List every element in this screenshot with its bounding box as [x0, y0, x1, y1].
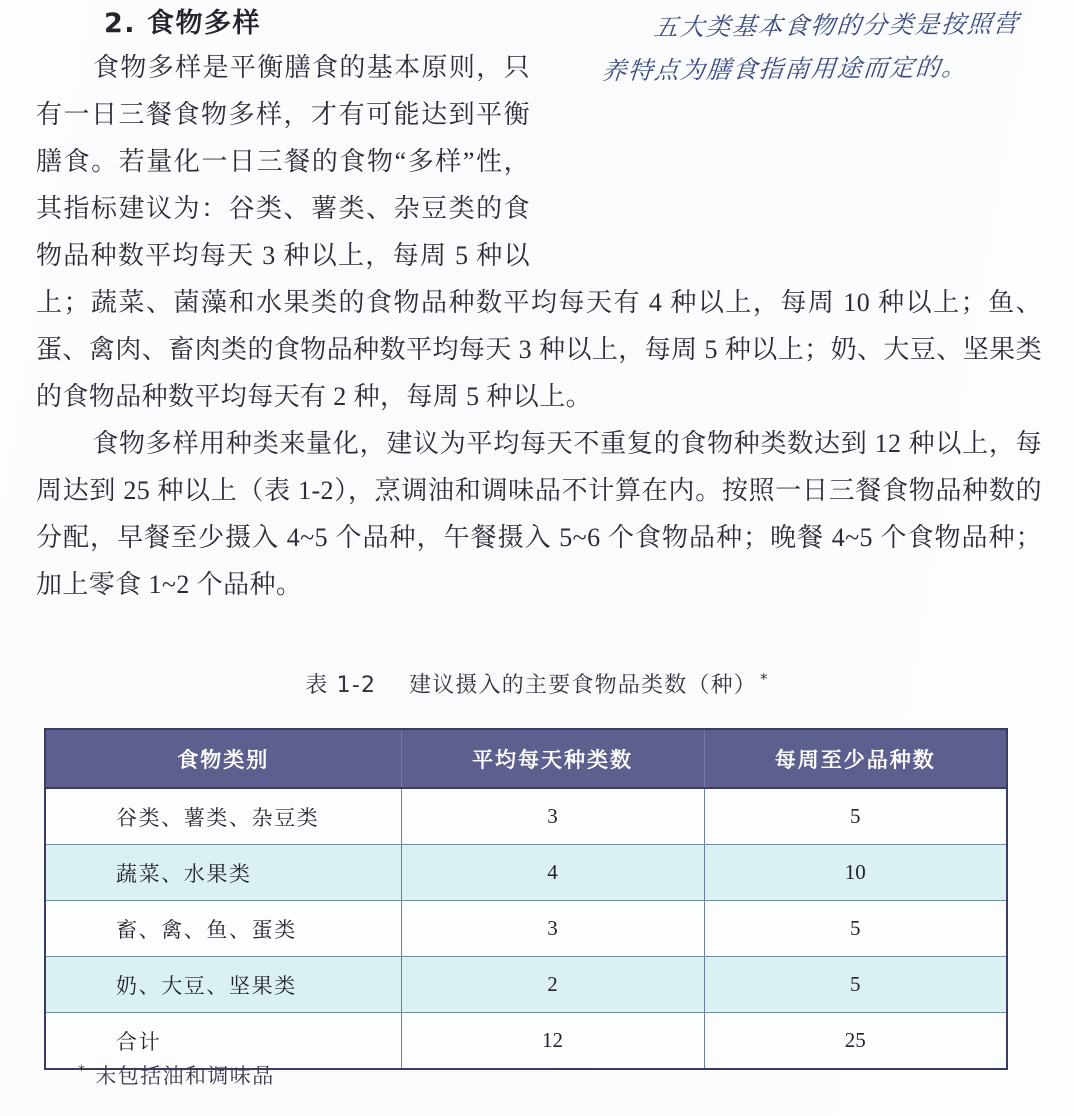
cell-category: 合计 — [45, 1013, 401, 1070]
cell-per-week: 10 — [704, 845, 1007, 901]
food-variety-table — [44, 728, 1008, 1070]
cell-per-day: 12 — [401, 1013, 704, 1070]
cell-category: 奶、大豆、坚果类 — [45, 957, 401, 1013]
table-caption-marker: * — [760, 669, 769, 688]
column-header-per-day: 平均每天种类数 — [401, 729, 704, 788]
paragraph-two-text: 食物多样用种类来量化，建议为平均每天不重复的食物种类数达到 12 种以上，每周达到 25 种以上（表 1-2），烹调油和调味品不计算在内。按照一日三餐食物品种数的分配，早餐至少摄入 4~5 个品种，午餐摄入 5~6 个食物品种；晚餐 4~5 个食物品种；加上零食 1~2 个品种。 — [36, 429, 1042, 599]
table-caption — [0, 668, 1074, 699]
table-row — [45, 957, 1007, 1013]
paragraph-two — [36, 420, 1042, 608]
cell-per-day: 2 — [401, 957, 704, 1013]
margin-note-text-wrap-guard — [530, 44, 1042, 240]
table-caption-number: 表 1-2 — [305, 673, 377, 698]
table-caption-title: 建议摄入的主要食物品类数（种） — [409, 673, 758, 698]
table-footnote — [78, 1060, 275, 1090]
table-container — [44, 728, 1006, 1070]
cell-per-week: 25 — [704, 1013, 1007, 1070]
cell-per-week: 5 — [704, 957, 1007, 1013]
table-row — [45, 788, 1007, 845]
cell-category: 蔬菜、水果类 — [45, 845, 401, 901]
paragraph-one-text: 食物多样是平衡膳食的基本原则，只有一日三餐食物多样，才有可能达到平衡膳食。若量化一日三餐的食物“多样”性，其指标建议为：谷类、薯类、杂豆类的食物品种数平均每天 3 种以上，每周 5 种以上；蔬菜、菌藻和水果类的食物品种数平均每天有 4 种以上，每周 10 种以上；鱼、蛋、禽肉、畜肉类的食物品种数平均每天 3 种以上，每周 5 种以上；奶、大豆、坚果类的食物品种数平均每天有 2 种，每周 5 种以上。 — [36, 53, 1042, 411]
column-header-per-week: 每周至少品种数 — [704, 729, 1007, 788]
column-header-category: 食物类别 — [45, 729, 401, 788]
handwritten-margin-note: 五大类基本食物的分类是按照营养特点为膳食指南用途而定的。 — [600, 8, 1021, 86]
cell-per-week: 5 — [704, 901, 1007, 957]
paragraph-one — [36, 44, 1042, 420]
section-heading: 2. 食物多样 — [104, 8, 261, 39]
table-row — [45, 845, 1007, 901]
cell-per-day: 3 — [401, 788, 704, 845]
cell-category: 谷类、薯类、杂豆类 — [45, 788, 401, 845]
cell-per-day: 4 — [401, 845, 704, 901]
footnote-text: 未包括油和调味品 — [95, 1064, 275, 1088]
cell-per-week: 5 — [704, 788, 1007, 845]
footnote-marker: * — [78, 1063, 87, 1079]
cell-category: 畜、禽、鱼、蛋类 — [45, 901, 401, 957]
cell-per-day: 3 — [401, 901, 704, 957]
table-row — [45, 901, 1007, 957]
body-text-block — [36, 44, 1042, 608]
table-header-row — [45, 729, 1007, 788]
